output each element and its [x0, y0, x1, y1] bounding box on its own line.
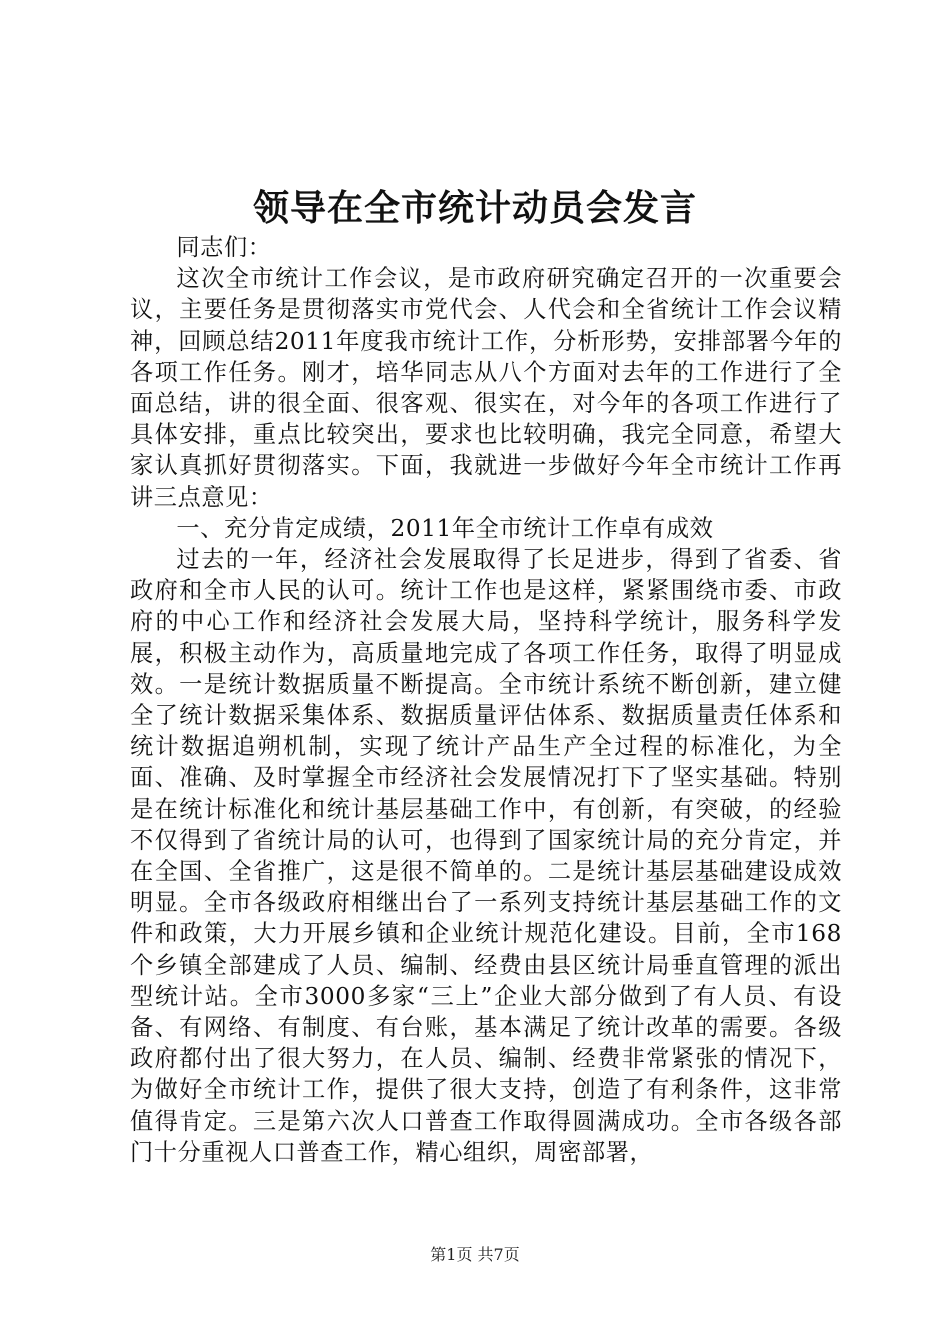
page-number-footer: 第1页 共7页	[430, 1245, 520, 1264]
body-paragraph: 过去的一年，经济社会发展取得了长足进步，得到了省委、省政府和全市人民的认可。统计工作也是这样，紧紧围绕市委、市政府的中心工作和经济社会发展大局，坚持科学统计，服务科学发展，积极主动作为，高质量地完成了各项工作任务，取得了明显成效。一是统计数据质量不断提高。全市统计系统不断创新，建立健全了统计数据采集体系、数据质量评估体系、数据质量责任体系和统计数据追朔机制，实现了统计产品生产全过程的标准化，为全面、准确、及时掌握全市经济社会发展情况打下了坚实基础。特别是在统计标准化和统计基层基础工作中，有创新，有突破，的经验不仅得到了省统计局的认可，也得到了国家统计局的充分肯定，并在全国、全省推广，这是很不简单的。二是统计基层基础建设成效明显。全市各级政府相继出台了一系列支持统计基层基础工作的文件和政策，大力开展乡镇和企业统计规范化建设。目前，全市168个乡镇全部建成了人员、编制、经费由县区统计局垂直管理的派出型统计站。全市3000多家“三上”企业大部分做到了有人员、有设备、有网络、有制度、有台账，基本满足了统计改革的需要。各级政府都付出了很大努力，在人员、编制、经费非常紧张的情况下，为做好全市统计工作，提供了很大支持，创造了有利条件，这非常值得肯定。三是第六次人口普查工作取得圆满成功。全市各级各部门十分重视人口普查工作，精心组织，周密部署，	[130, 546, 842, 1166]
document-body	[130, 232, 842, 1168]
salutation: 同志们：	[176, 234, 272, 261]
document-title: 领导在全市统计动员会发言	[252, 188, 697, 229]
section-heading: 一、充分肯定成绩，2011年全市统计工作卓有成效	[176, 514, 714, 542]
intro-paragraph: 这次全市统计工作会议，是市政府研究确定召开的一次重要会议，主要任务是贯彻落实市党代会、人代会和全省统计工作会议精神，回顾总结2011年度我市统计工作，分析形势，安排部署今年的各项工作任务。刚才，培华同志从八个方面对去年的工作进行了全面总结，讲的很全面、很客观、很实在，对今年的各项工作进行了具体安排，重点比较突出，要求也比较明确，我完全同意，希望大家认真抓好贯彻落实。下面，我就进一步做好今年全市统计工作再讲三点意见：	[130, 265, 842, 511]
